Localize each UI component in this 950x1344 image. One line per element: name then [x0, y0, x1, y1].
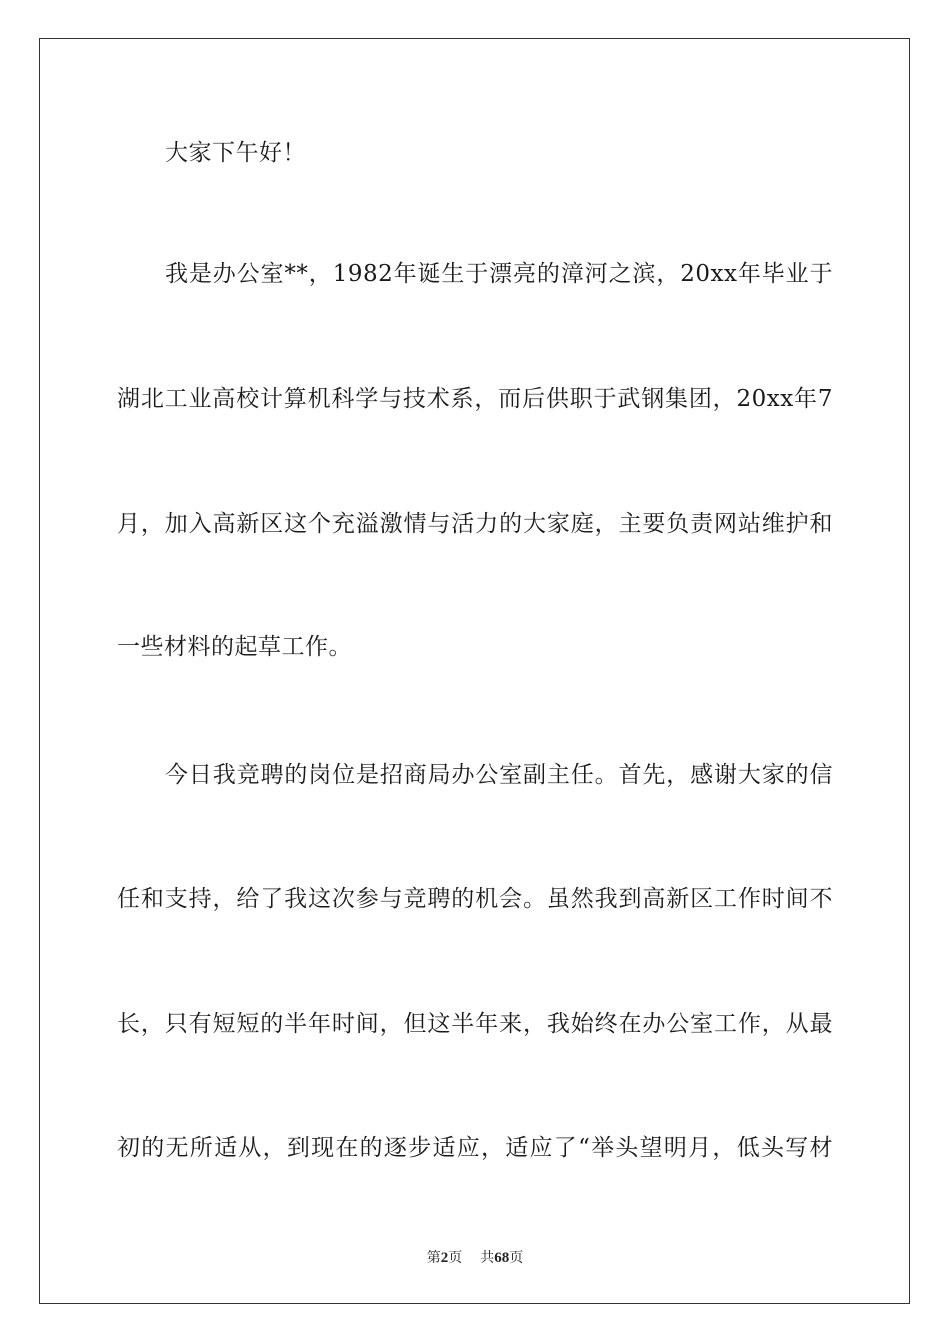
greeting-line: 大家下午好！ — [165, 140, 306, 166]
page-border — [39, 38, 910, 1304]
page-footer — [0, 1249, 950, 1267]
paragraph-1-line-1: 我是办公室**，1982年诞生于漂亮的漳河之滨，20xx年毕业于 — [165, 261, 833, 287]
paragraph-1-line-2: 湖北工业高校计算机科学与技术系，而后供职于武钢集团，20xx年7 — [117, 386, 833, 412]
paragraph-2-line-2: 任和支持，给了我这次参与竞聘的机会。虽然我到高新区工作时间不 — [117, 886, 833, 912]
page-number: 2 — [440, 1250, 449, 1266]
total-pages: 68 — [494, 1250, 510, 1266]
paragraph-2-line-1: 今日我竞聘的岗位是招商局办公室副主任。首先，感谢大家的信 — [165, 762, 833, 788]
paragraph-2-line-3: 长，只有短短的半年时间，但这半年来，我始终在办公室工作，从最 — [117, 1011, 833, 1037]
paragraph-2-line-4: 初的无所适从，到现在的逐步适应，适应了“举头望明月，低头写材 — [117, 1135, 833, 1161]
paragraph-1-line-4: 一些材料的起草工作。 — [117, 634, 352, 660]
total-prefix: 共 — [480, 1250, 495, 1266]
total-suffix: 页 — [509, 1250, 524, 1266]
page-prefix: 第 — [426, 1250, 441, 1266]
paragraph-1-line-3: 月，加入高新区这个充溢激情与活力的大家庭，主要负责网站维护和 — [117, 511, 833, 537]
page-suffix: 页 — [448, 1250, 463, 1266]
